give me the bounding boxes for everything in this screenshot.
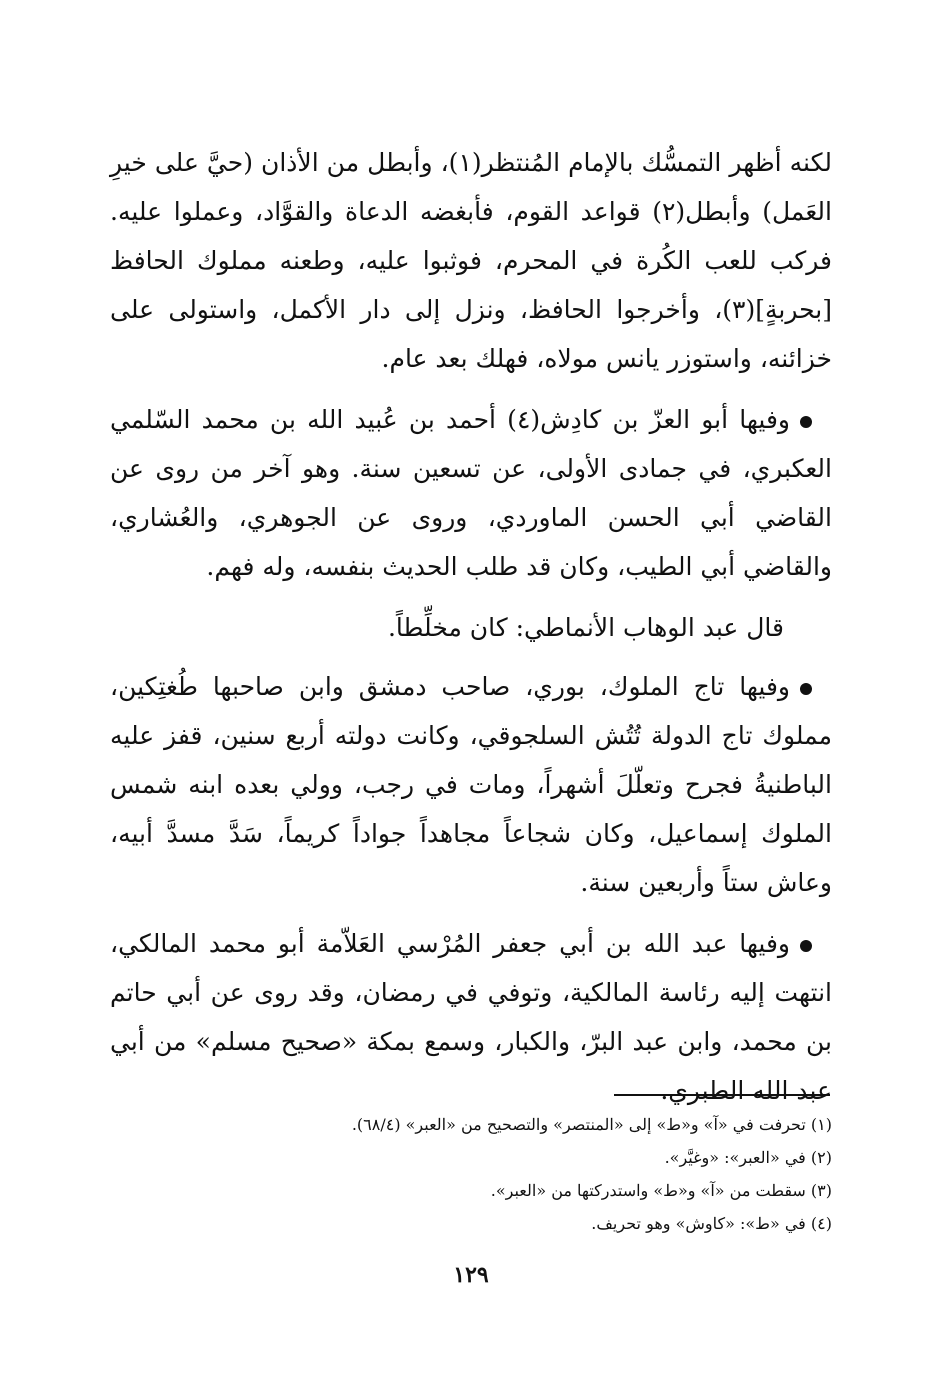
bullet-icon [800, 940, 812, 952]
paragraph-4 [110, 662, 832, 907]
paragraph-4-text: وفيها تاج الملوك، بوري، صاحب دمشق وابن صاحبها طُغتِكين، مملوك تاج الدولة تُتُش السلجوقي، وكانت دولته أربع سنين، قفز عليه الباطنيةُ فجرح وتعلّلَ أشهراً، ومات في رجب، وولي بعده ابنه شمس الملوك إسماعيل، وكان شجاعاً مجاهداً جواداً كريماً، سَدَّ مسدَّ أبيه، وعاش ستاً وأربعين سنة. [110, 672, 832, 897]
paragraph-2-text: وفيها أبو العزّ بن كادِش(٤) أحمد بن عُبيد الله بن محمد السّلمي العكبري، في جمادى الأولى، عن تسعين سنة. وهو آخر من روى عن القاضي أبي الحسن الماوردي، وروى عن الجوهري، والعُشاري، والقاضي أبي الطيب، وكان قد طلب الحديث بنفسه، وله فهم. [110, 405, 832, 581]
footnote-divider [614, 1094, 830, 1096]
footnote-2: (٢) في «العبر»: «وغيَّر». [664, 1148, 832, 1167]
bullet-icon [800, 683, 812, 695]
footnote-1: (١) تحرفت في «آ» و«ط» إلى «المنتصر» والتصحيح من «العبر» (٦٨/٤). [351, 1115, 832, 1134]
footnote-4: (٤) في «ط»: «كاوش» وهو تحريف. [591, 1214, 832, 1233]
paragraph-5-text: وفيها عبد الله بن أبي جعفر المُرْسي العَلاّمة أبو محمد المالكي، انتهت إليه رئاسة المالكية، وتوفي في رمضان، وقد روى عن أبي حاتم بن محمد، وابن عبد البرّ، والكبار، وسمع بمكة «صحيح مسلم» من أبي عبد الله الطبري. [110, 929, 832, 1105]
page-number: ١٢٩ [453, 1262, 489, 1288]
footnotes [110, 1108, 832, 1240]
paragraph-2 [110, 395, 832, 591]
bullet-icon [800, 416, 812, 428]
footnote-3: (٣) سقطت من «آ» و«ط» واستدركتها من «العبر». [490, 1181, 832, 1200]
paragraph-1: لكنه أظهر التمسُّك بالإمام المُنتظر(١)، وأبطل من الأذان (حيَّ على خيرِ العَمل) وأبطل(٢) قواعد القوم، فأبغضه الدعاة والقوَّاد، وعملوا عليه. فركب للعب الكُرة في المحرم، فوثبوا عليه، وطعنه مملوك الحافظ [بحربةٍ](٣)، وأخرجوا الحافظ، ونزل إلى دار الأكمل، واستولى على خزائنه، واستوزر يانس مولاه، فهلك بعد عام. [110, 148, 832, 373]
paragraph-3: قال عبد الوهاب الأنماطي: كان مخلِّطاً. [387, 613, 784, 642]
main-text [110, 138, 832, 1127]
paragraph-5 [110, 919, 832, 1115]
